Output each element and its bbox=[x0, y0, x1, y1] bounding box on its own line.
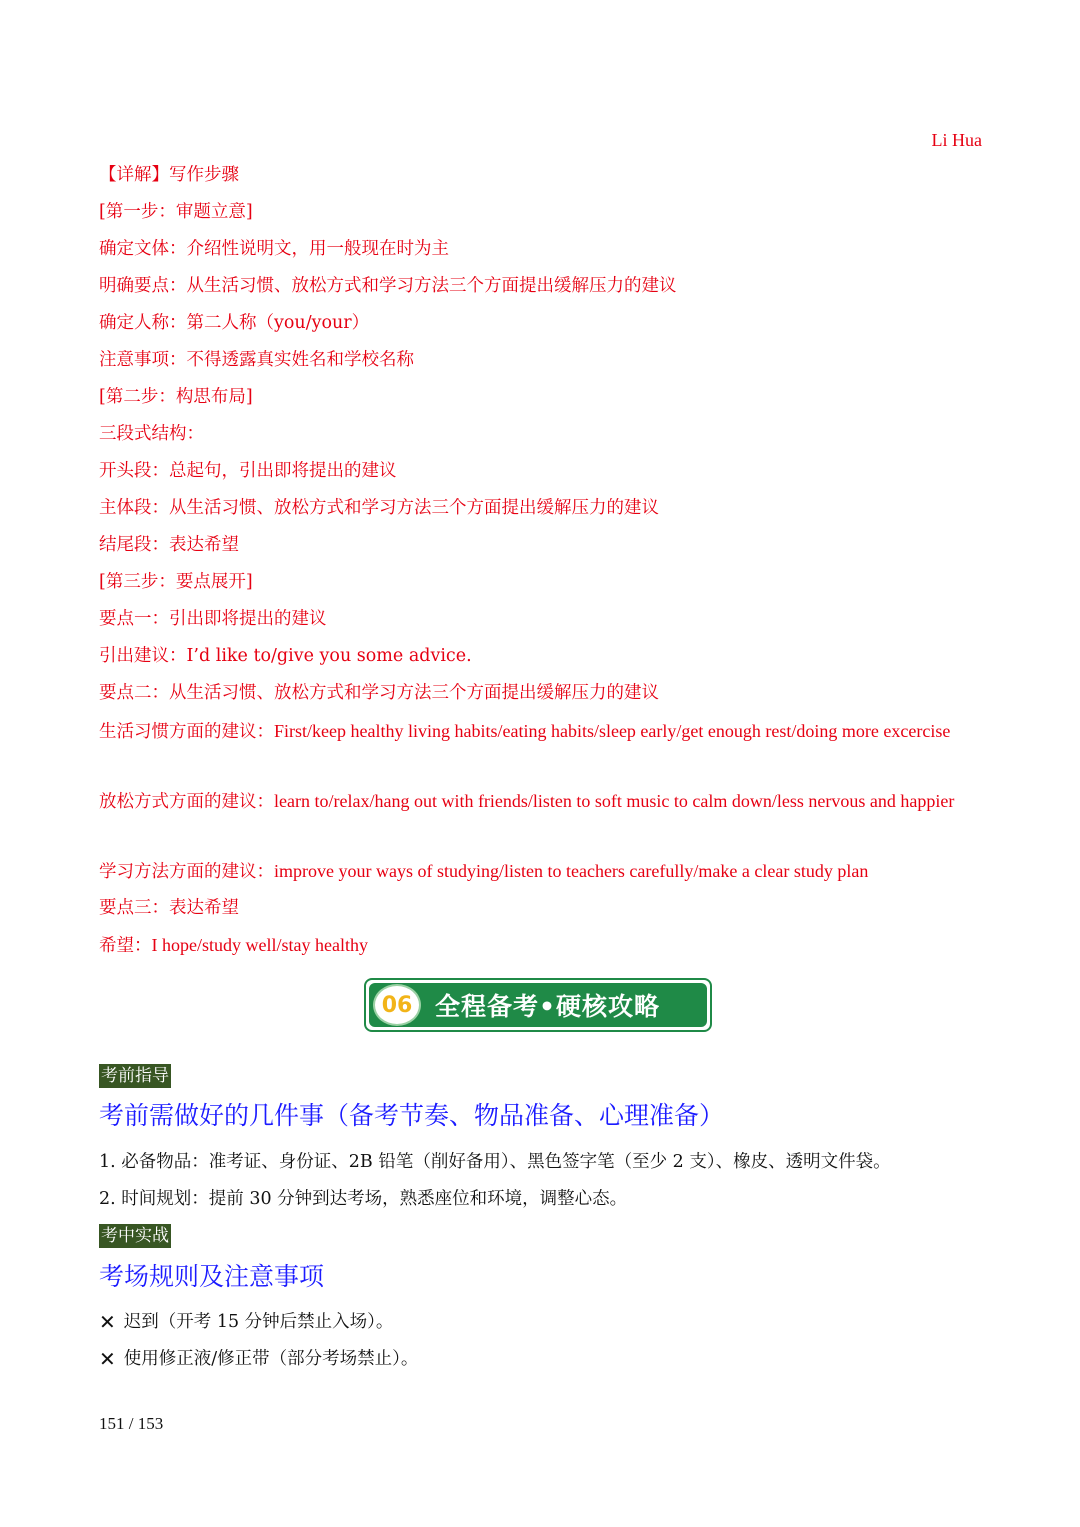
list-item: 1. 必备物品：准考证、身份证、2B 铅笔（削好备用）、黑色签字笔（至少 2 支）、橡皮、透明文件袋。 bbox=[99, 1152, 891, 1172]
text-line: 引出建议：I’d like to/give you some advice. bbox=[99, 646, 472, 666]
step-one-title: [第一步：审题立意] bbox=[99, 202, 253, 222]
text-line: 开头段：总起句，引出即将提出的建议 bbox=[99, 461, 397, 481]
hope-label: 希望： bbox=[99, 936, 152, 956]
advice-text: improve your ways of studying/listen to teachers carefully/make a clear study plan bbox=[274, 861, 869, 881]
relaxation-advice bbox=[99, 783, 979, 820]
section-heading-pre-exam: 考前需做好的几件事（备考节奏、物品准备、心理准备） bbox=[99, 1101, 725, 1130]
section-heading-in-exam: 考场规则及注意事项 bbox=[99, 1262, 325, 1291]
text-line: 要点二：从生活习惯、放松方式和学习方法三个方面提出缓解压力的建议 bbox=[99, 683, 659, 703]
text-line: 结尾段：表达希望 bbox=[99, 535, 239, 555]
text-line: 要点一：引出即将提出的建议 bbox=[99, 609, 327, 629]
list-item: 2. 时间规划：提前 30 分钟到达考场，熟悉座位和环境，调整心态。 bbox=[99, 1189, 628, 1209]
text-line: 明确要点：从生活习惯、放松方式和学习方法三个方面提出缓解压力的建议 bbox=[99, 276, 677, 296]
point-three: 要点三：表达希望 bbox=[99, 898, 239, 918]
section-tag-pre-exam: 考前指导 bbox=[101, 1066, 169, 1086]
explanation-heading: 【详解】写作步骤 bbox=[99, 165, 239, 185]
life-habits-advice bbox=[99, 713, 979, 750]
hope-line bbox=[99, 933, 979, 958]
step-two-title: [第二步：构思布局] bbox=[99, 387, 253, 407]
text-line: 确定人称：第二人称（you/your） bbox=[99, 313, 370, 333]
advice-label: 放松方式方面的建议： bbox=[99, 792, 274, 812]
text-line: 确定文体：介绍性说明文，用一般现在时为主 bbox=[99, 239, 449, 259]
text-line: 主体段：从生活习惯、放松方式和学习方法三个方面提出缓解压力的建议 bbox=[99, 498, 659, 518]
signature: Li Hua bbox=[931, 130, 982, 150]
rule-item bbox=[99, 1347, 418, 1371]
section-tag-in-exam: 考中实战 bbox=[101, 1226, 169, 1246]
page-number: 151 / 153 bbox=[99, 1414, 164, 1433]
banner-body bbox=[369, 983, 707, 1027]
study-methods-advice bbox=[99, 859, 979, 884]
rule-text: 使用修正液/修正带（部分考场禁止）。 bbox=[123, 1349, 419, 1369]
banner-title: 全程备考•硬核攻略 bbox=[435, 992, 660, 1021]
hope-text: I hope/study well/stay healthy bbox=[151, 935, 368, 955]
step-three-title: [第三步：要点展开] bbox=[99, 572, 253, 592]
advice-text: learn to/relax/hang out with friends/listen to soft music to calm down/less nervous and happier bbox=[274, 791, 955, 811]
rule-text: 迟到（开考 15 分钟后禁止入场）。 bbox=[123, 1312, 394, 1332]
cross-icon: ✕ bbox=[99, 1347, 116, 1371]
text-line: 三段式结构： bbox=[99, 424, 204, 444]
banner-number: 06 bbox=[373, 984, 421, 1026]
advice-text: First/keep healthy living habits/eating habits/sleep early/get enough rest/doing more excercise bbox=[274, 721, 951, 741]
advice-label: 学习方法方面的建议： bbox=[99, 862, 274, 882]
text-line: 注意事项：不得透露真实姓名和学校名称 bbox=[99, 350, 414, 370]
advice-label: 生活习惯方面的建议： bbox=[99, 722, 274, 742]
section-banner bbox=[364, 978, 712, 1032]
cross-icon: ✕ bbox=[99, 1310, 116, 1334]
rule-item bbox=[99, 1310, 393, 1334]
